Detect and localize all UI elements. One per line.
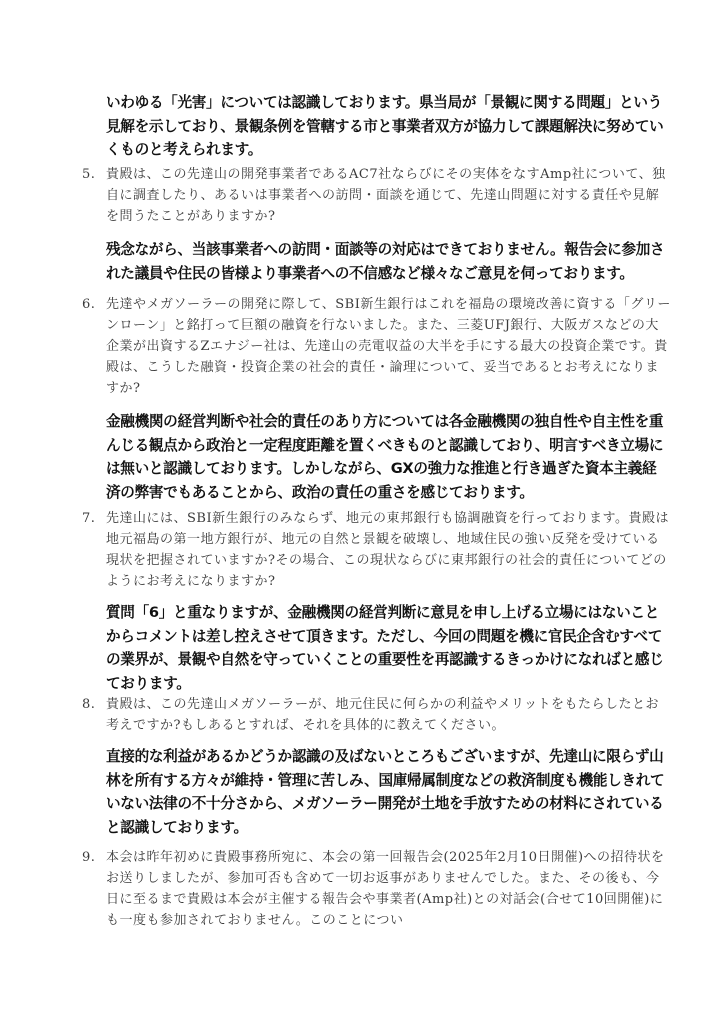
question-7-text: 先達山には、SBI新生銀行のみならず、地元の東邦銀行も協調融資を行っております。貴殿は地元福島の第一地方銀行が、地元の自然と景観を破壊し、地域住民の強い反発を受けている現状を把握されていますか?その場合、この現状ならびに東邦銀行の社会的責任についてどのようにお考えになりますか? [106, 511, 670, 589]
question-8-text: 貴殿は、この先達山メガソーラーが、地元住民に何らかの利益やメリットをもたらしたとお考えですか?もしあるとすれば、それを具体的に教えてください。 [106, 697, 659, 733]
answer-8-paragraph: 直接的な利益があるかどうか認識の及ばないところもございますが、先達山に限らず山林を所有する方々が維持・管理に苦しみ、国庫帰属制度などの救済制度も機能しきれていない法律の不十分さから、メガソーラー開発が土地を手放すための材料にされていると認識しております。 [106, 748, 665, 836]
question-7-number: 7. [82, 511, 96, 526]
answer-4-paragraph: いわゆる「光害」については認識しております。県当局が「景観に関する問題」という見解を示しており、景観条例を管轄する市と事業者双方が協力して課題解決に努めていくものと考えられます。 [106, 94, 664, 158]
question-9-text: 本会は昨年初めに貴殿事務所宛に、本会の第一回報告会(2025年2月10日開催)への招待状をお送りしましたが、参加可否も含めて一切お返事がありませんでした。また、その後も、今日に至るまで貴殿は本会が主催する報告会や事業者(Amp社)との対話会(合せて10回開催)にも一度も参加されておりません。このことについ [106, 850, 665, 928]
question-9 [82, 847, 672, 931]
answer-7-paragraph: 質問「6」と重なりますが、金融機関の経営判断に意見を申し上げる立場にはないことからコメントは差し控えさせて頂きます。ただし、今回の問題を機に官民企含むすべての業界が、景観や自然を守っていくことの重要性を再認識するきっかけになればと感じております。 [106, 604, 664, 692]
question-5-number: 5. [82, 167, 96, 182]
question-6-number: 6. [82, 297, 96, 312]
question-6-text: 先達やメガソーラーの開発に際して、SBI新生銀行はこれを福島の環境改善に資する「グリーンローン」と銘打って巨額の融資を行ないました。また、三菱UFJ銀行、大阪ガスなどの大企業が出資するZエナジー社は、先達山の売電収益の大半を手にする最大の投資企業です。貴殿は、こうした融資・投資企業の社会的責任・論理について、妥当であるとお考えになりますか? [106, 297, 671, 396]
question-9-number: 9. [82, 850, 96, 865]
question-6 [82, 294, 672, 399]
question-8 [82, 694, 672, 736]
question-5 [82, 164, 672, 227]
question-5-text: 貴殿は、この先達山の開発事業者であるAC7社ならびにその実体をなすAmp社について、独自に調査したり、あるいは事業者への訪問・面談を通じて、先達山問題に対する責任や見解を問うたことがありますか? [106, 167, 666, 224]
question-8-number: 8. [82, 697, 96, 712]
question-7 [82, 508, 672, 592]
answer-6-paragraph: 金融機関の経営判断や社会的責任のあり方については各金融機関の独自性や自主性を重んじる観点から政治と一定程度距離を置くべきものと認識しており、明言すべき立場には無いと認識しております。しかしながら、GXの強力な推進と行き過ぎた資本主義経済の弊害でもあることから、政治の責任の重さを感じております。 [106, 413, 664, 501]
answer-5-paragraph: 残念ながら、当該事業者への訪問・面談等の対応はできておりません。報告会に参加された議員や住民の皆様より事業者への不信感など様々なご意見を伺っております。 [106, 241, 665, 282]
